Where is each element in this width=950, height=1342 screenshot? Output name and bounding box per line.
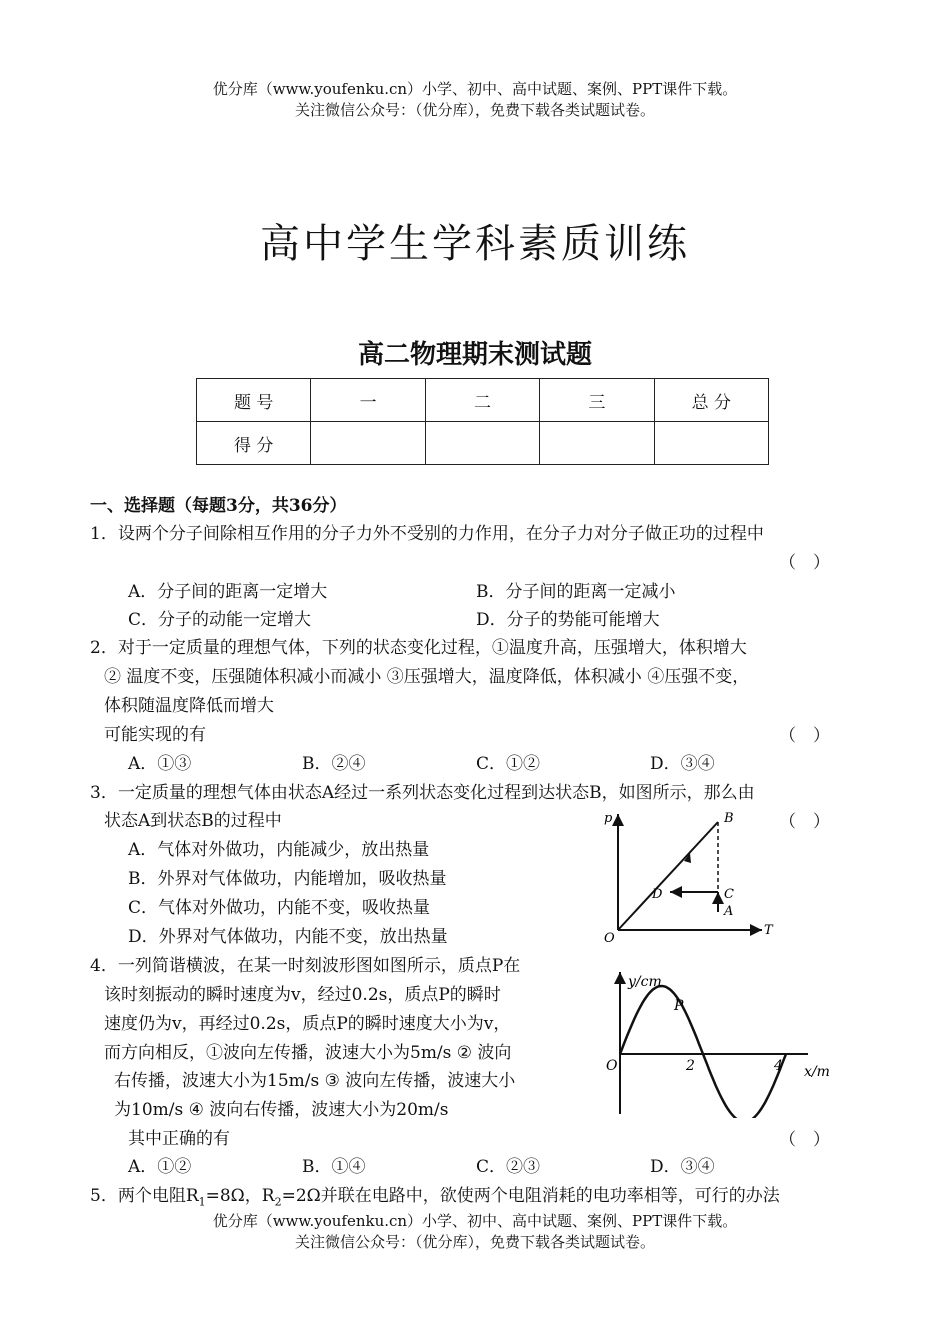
score-input-cell[interactable] [654, 422, 768, 465]
q4-wave-diagram [598, 966, 848, 1118]
score-table-score-row [197, 422, 769, 465]
q3-pt-diagram [590, 808, 780, 948]
isochore-line [618, 822, 718, 930]
score-cell: 一 [311, 379, 425, 422]
y-axis-label: y/cm [628, 974, 662, 990]
score-input-cell[interactable] [425, 422, 539, 465]
d-label: D [652, 887, 663, 902]
q2-option-a[interactable]: A．①③ [128, 754, 192, 774]
origin-label: O [606, 1058, 618, 1074]
score-input-cell[interactable] [540, 422, 654, 465]
point-p-label: P [674, 998, 684, 1014]
tick-4-label: 4 [774, 1058, 783, 1074]
q3-option-a[interactable]: A．气体对外做功，内能减少，放出热量 [128, 840, 430, 860]
a-label: A [724, 904, 734, 919]
q3-option-c[interactable]: C．气体对外做功，内能不变，吸收热量 [128, 898, 431, 918]
q2-answer-paren[interactable]: （ ） [779, 726, 830, 746]
header-line-2: 关注微信公众号：（优分库），免费下载各类试题试卷。 [294, 101, 655, 119]
q5-stem-post: =2Ω并联在电路中，欲使两个电阻消耗的电功率相等，可行的办法 [281, 1186, 780, 1206]
header-line-1: 优分库（www.youfenku.cn）小学、初中、高中试题、案例、PPT课件下载。 [212, 80, 738, 98]
origin-label: O [604, 931, 615, 946]
q4-line-2: 该时刻振动的瞬时速度为v，经过0.2s，质点P的瞬时 [104, 985, 501, 1005]
q2-option-c[interactable]: C．①② [476, 754, 541, 774]
q3-option-b[interactable]: B．外界对气体做功，内能增加，吸收热量 [128, 869, 447, 889]
q5-stem-pre: 5．两个电阻R [90, 1186, 199, 1206]
q4-line-1: 4．一列简谐横波，在某一时刻波形图如图所示，质点P在 [90, 956, 521, 976]
q3-answer-paren[interactable]: （ ） [779, 812, 830, 832]
p-label: p [604, 811, 613, 826]
q4-line-3: 速度仍为v，再经过0.2s，质点P的瞬时速度大小为v， [104, 1014, 511, 1034]
section-heading: 一、选择题（每题3分，共36分） [90, 496, 347, 516]
score-table-header-row [197, 379, 769, 422]
footer-line-1: 优分库（www.youfenku.cn）小学、初中、高中试题、案例、PPT课件下载。 [212, 1212, 738, 1230]
q1-option-a[interactable]: A．分子间的距离一定增大 [128, 582, 328, 602]
q1-stem: 1．设两个分子间除相互作用的分子力外不受别的力作用，在分子力对分子做正功的过程中 [90, 524, 764, 544]
q4-answer-paren[interactable]: （ ） [779, 1130, 830, 1150]
q5-stem-mid: =8Ω，R [205, 1186, 275, 1206]
q2-line-4: 可能实现的有 [104, 725, 206, 745]
q1-option-d[interactable]: D．分子的势能可能增大 [476, 610, 660, 630]
q4-option-a[interactable]: A．①② [128, 1157, 192, 1177]
q1-option-c[interactable]: C．分子的动能一定增大 [128, 610, 312, 630]
q4-line-6: 为10m/s ④ 波向右传播，波速大小为20m/s [114, 1100, 449, 1120]
q2-line-2: ② 温度不变，压强随体积减小而减小 ③压强增大，温度降低，体积减小 ④压强不变， [104, 667, 750, 687]
q2-line-1: 2．对于一定质量的理想气体，下列的状态变化过程，①温度升高，压强增大，体积增大 [90, 638, 747, 658]
q5-sub-1: 1 [198, 1195, 206, 1209]
footer-line-2: 关注微信公众号：（优分库），免费下载各类试题试卷。 [294, 1233, 655, 1251]
q4-line-7: 其中正确的有 [128, 1129, 230, 1149]
score-cell: 得 分 [197, 422, 311, 465]
q3-line-2: 状态A到状态B的过程中 [104, 811, 282, 831]
score-table [196, 378, 769, 465]
main-title: 高中学生学科素质训练 [260, 221, 690, 267]
t-label: T [764, 923, 773, 938]
q4-line-4: 而方向相反，①波向左传播，波速大小为5m/s ② 波向 [104, 1043, 512, 1063]
q4-option-c[interactable]: C．②③ [476, 1157, 541, 1177]
wave-curve [620, 986, 786, 1118]
q2-option-b[interactable]: B．②④ [302, 754, 366, 774]
sub-title: 高二物理期末测试题 [357, 340, 592, 370]
q4-line-5: 右传播，波速大小为15m/s ③ 波向左传播，波速大小 [114, 1071, 516, 1091]
q2-line-3: 体积随温度降低而增大 [104, 696, 274, 716]
q3-option-d[interactable]: D．外界对气体做功，内能不变，放出热量 [128, 927, 448, 947]
q1-answer-paren[interactable]: （ ） [779, 553, 830, 573]
q2-option-d[interactable]: D．③④ [650, 754, 715, 774]
score-cell: 题 号 [197, 379, 311, 422]
c-label: C [724, 887, 734, 902]
tick-2-label: 2 [686, 1058, 695, 1074]
score-input-cell[interactable] [311, 422, 425, 465]
q4-option-b[interactable]: B．①④ [302, 1157, 366, 1177]
x-axis-label: x/m [804, 1064, 830, 1080]
q4-option-d[interactable]: D．③④ [650, 1157, 715, 1177]
score-cell: 三 [540, 379, 654, 422]
score-cell: 二 [425, 379, 539, 422]
score-cell: 总 分 [654, 379, 768, 422]
q3-line-1: 3．一定质量的理想气体由状态A经过一系列状态变化过程到达状态B，如图所示，那么由 [90, 783, 755, 803]
q1-option-b[interactable]: B．分子间的距离一定减小 [476, 582, 676, 602]
q5-sub-2: 2 [274, 1195, 282, 1209]
b-label: B [724, 811, 734, 826]
